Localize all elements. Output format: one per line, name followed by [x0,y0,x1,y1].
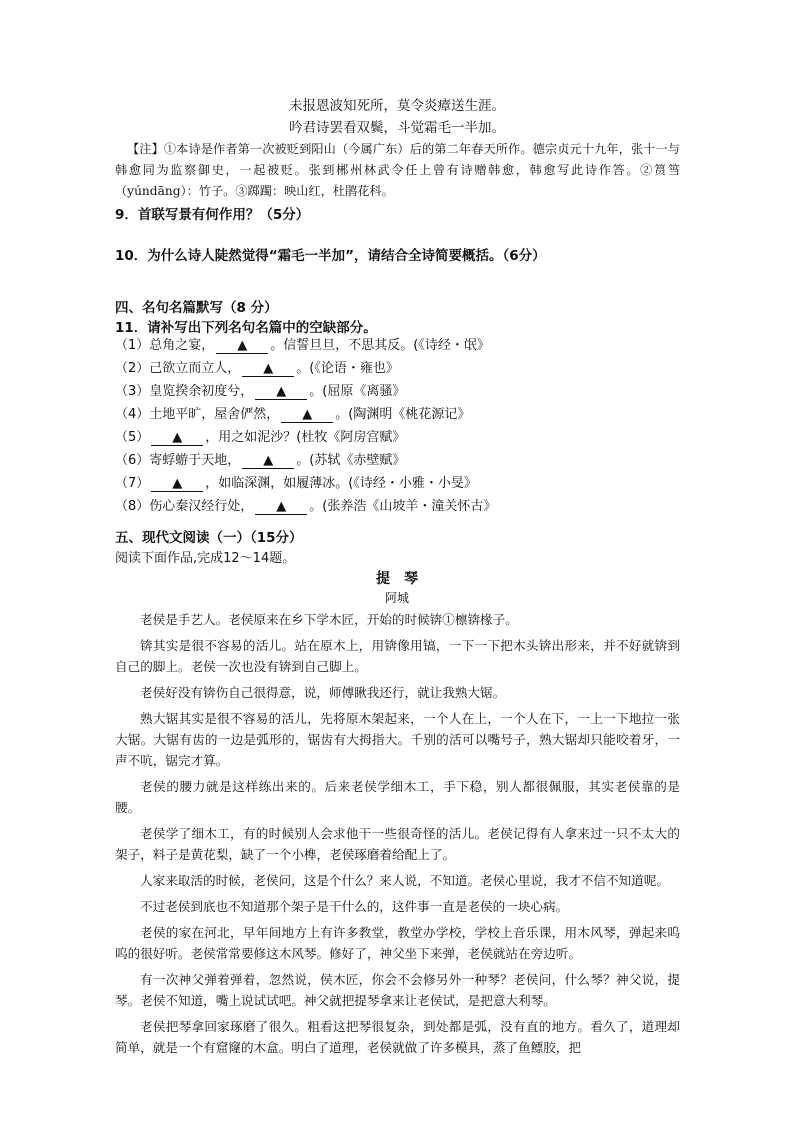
paragraph: 老侯好没有锛伤自己很得意，说，师傅瞅我还行，就让我熟大锯。 [140,685,506,700]
fill-item-post: 。(陶渊明《桃花源记》 [335,407,471,422]
paragraph: 老侯把琴拿回家琢磨了很久。粗看这把琴很复杂，到处都是弧，没有直的地方。看久了，道理却简单，就是一个有窟窿的木盒。明白了道理，老侯就做了许多模具，蒸了鱼鳔胶，把 [115,1019,680,1055]
answer-blank[interactable]: ▲ [151,477,203,492]
fill-item-pre: （1）总角之宴， [115,338,215,353]
paragraph: 老侯的腰力就是这样练出来的。后来老侯学细木工，手下稳，别人都很佩服，其实老侯靠的是腰。 [115,779,680,815]
paragraph: 人家来取活的时候，老侯问，这是个什么？来人说，不知道。老侯心里说，我才不信不知道呢。 [140,873,669,888]
answer-blank[interactable]: ▲ [255,385,307,400]
fill-item-post: 。(张养浩《山坡羊・潼关怀古》 [309,499,497,514]
paragraph: 老侯的家在河北，早年间地方上有许多教堂，教堂办学校，学校上音乐课，用木风琴，弹起来呜呜的很好听。老侯常常要修这木风琴。修好了，神父坐下来弹，老侯就站在旁边听。 [115,925,680,961]
poem-note: 【注】①本诗是作者第一次被贬到阳山（今属广东）后的第二年春天所作。德宗贞元十九年，张十一与韩愈同为监察御史，一起被贬。张到郴州林武令任上曾有诗赠韩愈，韩愈写此诗作答。②筼筜（yúndāng）：竹子。③踯躅：映山红，杜鹃花科。 [115,142,680,198]
paragraph: 不过老侯到底也不知道那个架子是干什么的，这件事一直是老侯的一块心病。 [140,899,569,914]
fill-item-post: 。信誓旦旦，不思其反。(《诗经・氓》 [270,338,490,353]
fill-item-post: 。(《论语・雍也》 [296,361,399,376]
fill-item-post: ，用之如泥沙？(杜牧《阿房宫赋》 [205,430,406,445]
section-4-heading: 四、名句名篇默写（8 分） [115,300,278,316]
paragraph: 老侯是手艺人。老侯原来在乡下学木匠，开始的时候锛①檩锛椽子。 [140,612,518,627]
fill-item-6 [115,451,405,471]
section-5-heading: 五、现代文阅读（一）（15分） [115,530,303,546]
answer-blank[interactable]: ▲ [151,431,203,446]
fill-item-pre: （3）皇览揆余初度兮， [115,384,254,399]
fill-item-pre: （2）己欲立而立人， [115,361,241,376]
answer-blank[interactable]: ▲ [255,500,307,515]
answer-blank[interactable]: ▲ [216,339,268,354]
fill-item-pre: （6）寄蜉蝣于天地， [115,453,241,468]
fill-item-2 [115,359,399,379]
paragraph: 有一次神父弹着弹着，忽然说，侯木匠，你会不会修另外一种琴？老侯问，什么琴？神父说，提琴。老侯不知道，嘴上说试试吧。神父就把提琴拿来让老侯试，是把意大利琴。 [115,972,680,1008]
fill-item-1 [115,336,490,356]
answer-blank[interactable]: ▲ [242,362,294,377]
fill-item-pre: （4）土地平旷，屋舍俨然， [115,407,280,422]
fill-item-pre: （7） [115,476,150,491]
fill-item-8 [115,497,496,517]
fill-item-post: ，如临深渊，如履薄冰。(《诗经・小雅・小旻》 [205,476,477,491]
fill-item-pre: （5） [115,430,150,445]
fill-item-4 [115,405,470,425]
article-author: 阿城 [384,591,409,605]
paragraph: 老侯学了细木工，有的时候别人会求他干一些很奇怪的活儿。老侯记得有人拿来过一只不太大的架子，料子是黄花梨，缺了一个小榫，老侯琢磨着给配上了。 [115,826,680,862]
reading-instruction: 阅读下面作品,完成12～14题。 [115,551,296,566]
fill-item-5 [115,428,405,448]
article-body [115,609,680,1063]
answer-blank[interactable]: ▲ [281,408,333,423]
fill-item-7 [115,474,477,494]
question-11: 11．请补写出下列名句名篇中的空缺部分。 [115,320,377,336]
fill-item-3 [115,382,405,402]
article-title: 提 琴 [376,571,418,587]
poem-line-2: 吟君诗罢看双鬓，斗觉霜毛一半加。 [289,120,505,136]
question-9: 9．首联写景有何作用？（5分） [115,207,310,223]
poem-line-1: 未报恩波知死所，莫令炎瘴送生涯。 [289,98,505,114]
question-10: 10．为什么诗人陡然觉得“霜毛一半加”，请结合全诗简要概括。（6分） [115,248,546,264]
fill-item-post: 。(屈原《离骚》 [309,384,406,399]
answer-blank[interactable]: ▲ [242,454,294,469]
paragraph: 熟大锯其实是很不容易的活儿，先将原木架起来，一个人在上，一个人在下，一上一下地拉一张大锯。大锯有齿的一边是弧形的，锯齿有大拇指大。千别的活可以嘴号子，熟大锯却只能咬着牙，一声不吭，锯完才算。 [115,711,680,768]
fill-item-post: 。(苏轼《赤壁赋》 [296,453,406,468]
fill-item-pre: （8）伤心秦汉经行处， [115,499,254,514]
paragraph: 锛其实是很不容易的活儿。站在原木上，用锛像用镐，一下一下把木头锛出形来，并不好就锛到自己的脚上。老侯一次也没有锛到自己脚上。 [115,638,680,674]
